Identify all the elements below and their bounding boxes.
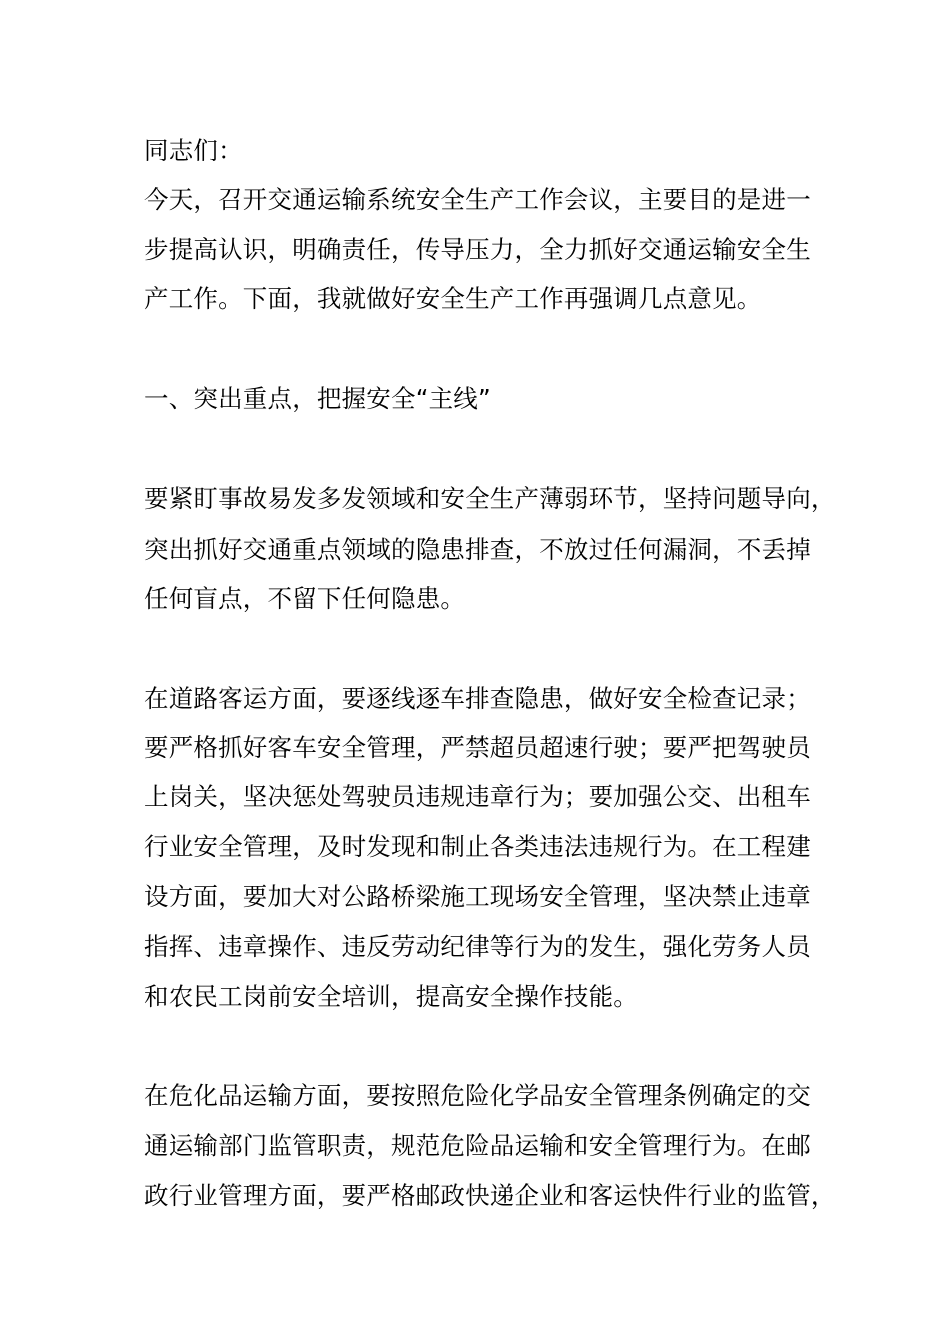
text-line: 产工作。下面，我就做好安全生产工作再强调几点意见。 xyxy=(144,284,762,313)
text-line: 指挥、违章操作、违反劳动纪律等行为的发生，强化劳务人员 xyxy=(144,932,811,961)
text-line: 今天，召开交通运输系统安全生产工作会议，主要目的是进一 xyxy=(144,185,811,214)
text-line: 上岗关，坚决惩处驾驶员违规违章行为；要加强公交、出租车 xyxy=(144,782,811,811)
text-line: 设方面，要加大对公路桥梁施工现场安全管理，坚决禁止违章 xyxy=(144,882,811,911)
text-line: 行业安全管理，及时发现和制止各类违法违规行为。在工程建 xyxy=(144,832,811,861)
greeting: 同志们： xyxy=(144,136,243,165)
text-line: 在道路客运方面，要逐线逐车排查隐患，做好安全检查记录； xyxy=(144,684,811,713)
section-heading: 一、突出重点，把握安全“主线” xyxy=(144,384,491,413)
text-line: 步提高认识，明确责任，传导压力，全力抓好交通运输安全生 xyxy=(144,235,811,264)
text-line: 和农民工岗前安全培训，提高安全操作技能。 xyxy=(144,982,638,1011)
text-line: 政行业管理方面，要严格邮政快递企业和客运快件行业的监管， xyxy=(144,1181,836,1210)
text-line: 要紧盯事故易发多发领域和安全生产薄弱环节，坚持问题导向， xyxy=(144,484,836,513)
text-line: 在危化品运输方面，要按照危险化学品安全管理条例确定的交 xyxy=(144,1081,811,1110)
text-line: 任何盲点，不留下任何隐患。 xyxy=(144,584,466,613)
text-line: 通运输部门监管职责，规范危险品运输和安全管理行为。在邮 xyxy=(144,1131,811,1160)
text-line: 要严格抓好客车安全管理，严禁超员超速行驶；要严把驾驶员 xyxy=(144,733,811,762)
text-line: 突出抓好交通重点领域的隐患排查，不放过任何漏洞，不丢掉 xyxy=(144,535,811,564)
